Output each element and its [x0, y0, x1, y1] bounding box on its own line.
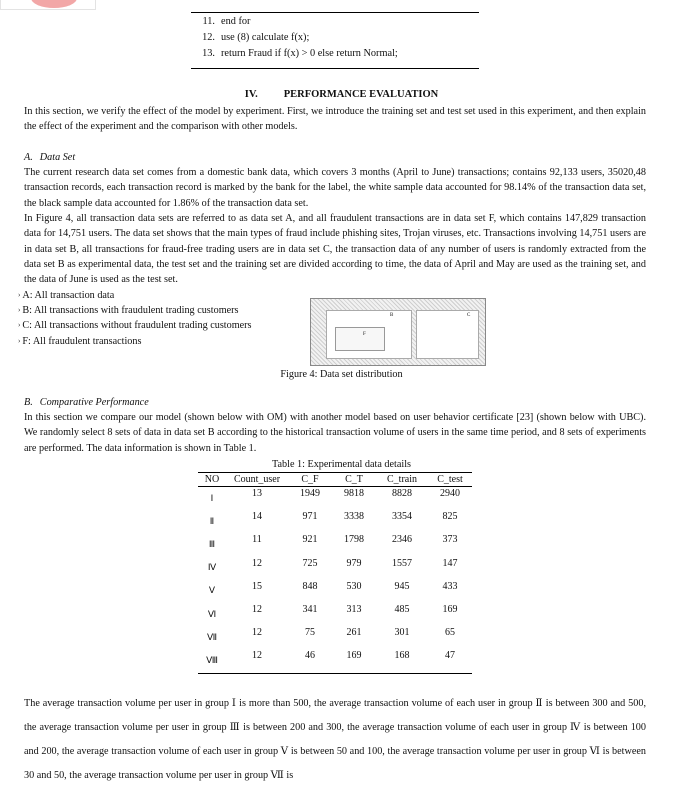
table-cell: 8828	[392, 488, 412, 499]
algorithm-line: 11. end for	[202, 16, 251, 27]
table-row	[198, 580, 472, 603]
table-caption: Table 1: Experimental data details	[271, 459, 412, 470]
table-cell: 1949	[300, 488, 320, 499]
table-cell: 373	[442, 534, 458, 546]
table-cell: 14	[252, 511, 262, 523]
table-cell: 2940	[440, 488, 460, 499]
table-cell: 725	[302, 557, 318, 569]
algorithm-line: 12. use (8) calculate f(x);	[202, 32, 310, 43]
set-b-label: B	[390, 313, 394, 318]
header-logo-fragment	[0, 0, 96, 10]
experimental-data-table	[198, 472, 472, 674]
table-cell: Ⅰ	[210, 493, 214, 504]
column-header: C_F	[288, 473, 332, 487]
table-cell: 433	[442, 580, 458, 592]
subsection-heading-a: A. Data Set	[24, 152, 76, 163]
group-description-paragraph: The average transaction volume per user in group Ⅰ is more than 500, the average transaction volume of each user in group Ⅱ is between 300 and 500, the average transaction volume per user in group Ⅲ is between 200 and 300, the average transaction volume of each user in group Ⅳ is between 100 and 200, the average transaction volume of each user in group Ⅴ is between 50 and 100, the average transaction volume per user in group Ⅵ is between 30 and 50, the average transaction volume per user in group Ⅶ is	[24, 698, 646, 781]
table-cell: 261	[346, 627, 362, 639]
table-cell: 9818	[344, 488, 364, 499]
table-cell: 47	[428, 649, 472, 673]
table-cell: 11	[252, 534, 262, 546]
column-header: NO	[198, 473, 226, 487]
table-cell: 75	[305, 627, 315, 639]
table-cell: 313	[346, 603, 362, 615]
column-header: Count_user	[226, 473, 288, 487]
table-cell: 921	[302, 534, 318, 546]
table-row	[198, 487, 472, 511]
column-header: C_train	[376, 473, 428, 487]
table-cell: 971	[302, 511, 318, 523]
data-set-legend	[18, 288, 252, 349]
table-cell: 301	[394, 627, 410, 639]
subsection-heading-b: B. Comparative Performance	[24, 397, 149, 408]
legend-item: › F: All fraudulent transactions	[18, 335, 142, 347]
intro-paragraph: In this section, we verify the effect of the model by experiment. First, we introduce the training set and test set used in this experiment, and then explain the effect of the experiment and the comparison with other models.	[24, 106, 646, 133]
table-cell: 169	[442, 603, 458, 615]
table-cell: 1557	[392, 557, 412, 569]
table-cell: 945	[394, 580, 410, 592]
data-set-paragraph-1: The current research data set comes from a domestic bank data, which covers 3 months (April to June) transactions; contains 92,133 users, 35020,48 transaction records, each transaction record is marked by the bank for the label, the white sample data accounted for 98.14% of the transaction data set, the black sample data accounted for 1.86% of the transaction data set.	[24, 167, 646, 209]
table-cell: 46	[288, 649, 332, 673]
table-cell: 2346	[392, 534, 412, 546]
set-b-box	[326, 310, 412, 359]
table-cell: 12	[252, 557, 262, 569]
table-cell: 485	[394, 603, 410, 615]
table-cell: Ⅵ	[207, 609, 217, 620]
table-header-row	[198, 473, 472, 487]
table-cell: 341	[302, 603, 318, 615]
set-f-box	[335, 327, 385, 351]
table-cell: 65	[445, 627, 455, 639]
table-cell: Ⅱ	[209, 516, 215, 527]
legend-item: › A: All transaction data	[18, 290, 115, 301]
table-row	[198, 533, 472, 556]
table-row	[198, 510, 472, 533]
comparison-paragraph: In this section we compare our model (shown below with OM) with another model based on user behavior certificate [23] (shown below with UBC). We randomly select 8 sets of data in data set B according to the historical transaction volume of users in the same time period, and 8 sets of experiments are performed. The data information is shown in Table 1.	[24, 412, 646, 454]
table-cell: 147	[442, 557, 458, 569]
table-row	[198, 649, 472, 673]
table-cell: 12	[252, 627, 262, 639]
set-f-label: F	[363, 332, 366, 337]
algorithm-line: 13. return Fraud if f(x) > 0 else return Normal;	[202, 48, 398, 59]
figure-caption: Figure 4: Data set distribution	[280, 369, 403, 380]
table-cell: Ⅴ	[208, 586, 216, 597]
algorithm-listing	[191, 12, 479, 69]
legend-item: › B: All transactions with fraudulent trading customers	[18, 305, 239, 317]
table-cell: Ⅲ	[208, 539, 216, 550]
table-cell: Ⅳ	[207, 563, 217, 574]
table-cell: 530	[346, 580, 362, 592]
column-header: C_test	[428, 473, 472, 487]
section-heading: IV. PERFORMANCE EVALUATION	[244, 89, 439, 100]
table-cell: 3354	[392, 511, 412, 523]
bullet-arrow-icon: ›	[18, 321, 21, 330]
bullet-arrow-icon: ›	[18, 306, 21, 315]
column-header: C_T	[332, 473, 376, 487]
table-row	[198, 626, 472, 649]
table-cell: 168	[376, 649, 428, 673]
table-cell: 12	[252, 603, 262, 615]
legend-item: › C: All transactions without fraudulent trading customers	[18, 320, 252, 332]
table-cell: 3338	[344, 511, 364, 523]
table-cell: Ⅷ	[198, 649, 226, 673]
data-set-paragraph-2: In Figure 4, all transaction data sets are referred to as data set A, and all fraudulent transactions are in data set F, which contains 147,829 transaction data for 14,751 users. The data set shows that the main types of fraud include phishing sites, Trojan viruses, etc. Transactions involving 14,751 users are in data set B, all transactions for fraud-free trading users are in data set C, the transaction data of any number of users is randomly extracted from the data set B as experimental data, the test set and the training set are divided according to time, the data of April and May are used as the training set, and the data of June is used as the test set.	[24, 213, 646, 286]
set-c-label: C	[467, 313, 471, 318]
table-cell: 1798	[344, 534, 364, 546]
logo-shape	[31, 0, 77, 8]
table-row	[198, 557, 472, 580]
table-cell: Ⅶ	[206, 632, 218, 643]
set-c-box	[416, 310, 479, 359]
table-cell: 979	[346, 557, 362, 569]
table-cell: 825	[442, 511, 458, 523]
data-set-distribution-figure	[310, 298, 486, 366]
table-cell: 169	[332, 649, 376, 673]
bullet-arrow-icon: ›	[18, 336, 21, 345]
bullet-arrow-icon: ›	[18, 291, 21, 299]
table-row	[198, 603, 472, 626]
table-cell: 13	[252, 488, 262, 499]
table-cell: 848	[302, 580, 318, 592]
table-cell: 12	[226, 649, 288, 673]
table-cell: 15	[252, 580, 262, 592]
